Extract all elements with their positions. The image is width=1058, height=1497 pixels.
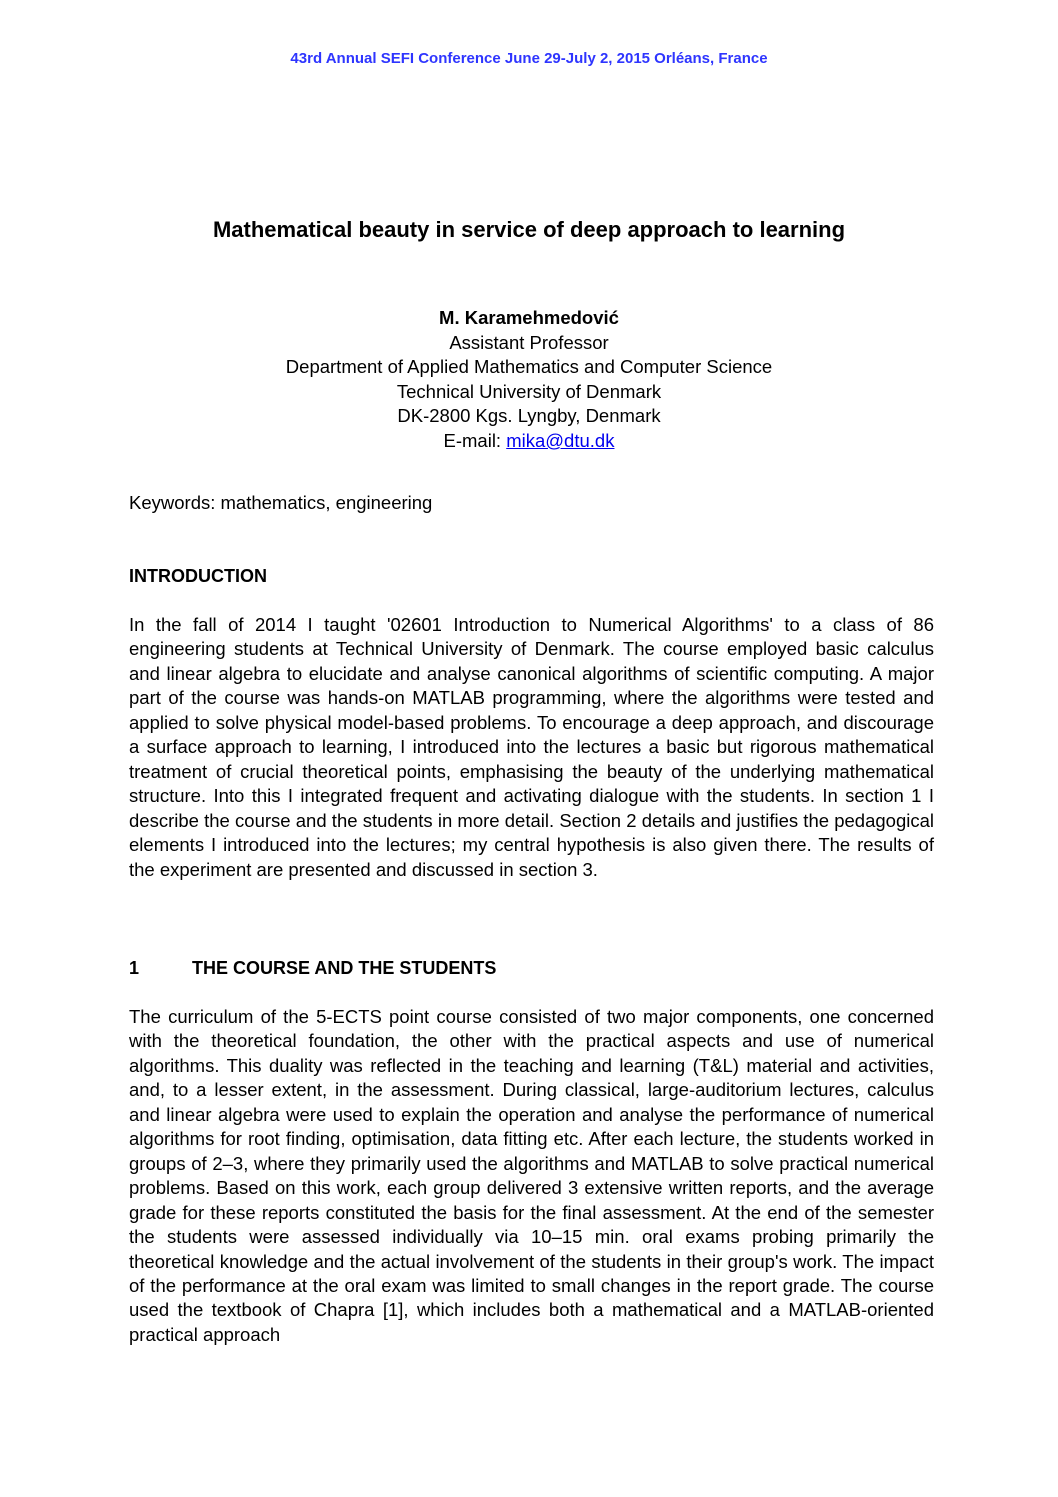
author-department: Department of Applied Mathematics and Computer Science	[285, 356, 773, 378]
author-name: M. Karamehmedović	[439, 307, 619, 328]
author-position: Assistant Professor	[449, 331, 609, 353]
section1-paragraph: The curriculum of the 5-ECTS point course consisted of two major components, one concerned with the theoretical foundation, the other with the practical aspects and use of numerical algorithms. This duality was reflected in the teaching and learning (T&L) material and activities, and, to a lesser extent, in the assessment. During classical, large-auditorium lectures, calculus and linear algebra were used to explain the operation and analyse the performance of numerical algorithms for root finding, optimisation, data fitting etc. After each lecture, the students worked in groups of 2–3, where they primarily used the algorithms and MATLAB to solve practical numerical problems. Based on this work, each group delivered 3 extensive written reports, and the average grade for these reports constituted the basis for the final assessment. At the end of the semester the students were assessed individually via 10–15 min. oral exams probing primarily the theoretical knowledge and the actual involvement of the students in their group's work. The impact of the performance at the oral exam was limited to small changes in the report grade. The course used the textbook of Chapra [1], which includes both a mathematical and a MATLAB-oriented practical approach	[129, 1006, 934, 1345]
section1-title: THE COURSE AND THE STUDENTS	[192, 958, 497, 978]
introduction-heading: INTRODUCTION	[129, 566, 267, 586]
email-label: E-mail:	[443, 429, 507, 451]
section1-number: 1	[129, 958, 140, 978]
email-link[interactable]: mika@dtu.dk	[506, 429, 615, 451]
author-address: DK-2800 Kgs. Lyngby, Denmark	[397, 405, 661, 427]
introduction-paragraph: In the fall of 2014 I taught '02601 Introduction to Numerical Algorithms' to a class of 86 engineering students at Technical University of Denmark. The course employed basic calculus and linear algebra to elucidate and analyse canonical algorithms of scientific computing. A major part of the course was hands-on MATLAB programming, where the algorithms were tested and applied to solve physical model-based problems. To encourage a deep approach, and discourage a surface approach to learning, I introduced into the lectures a basic but rigorous mathematical treatment of crucial theoretical points, emphasising the beauty of the underlying mathematical structure. Into this I integrated frequent and activating dialogue with the students. In section 1 I describe the course and the students in more detail. Section 2 details and justifies the pedagogical elements I introduced into the lectures; my central hypothesis is also given there. The results of the experiment are presented and discussed in section 3.	[129, 614, 934, 880]
author-block	[0, 306, 1058, 454]
section1-heading	[129, 958, 496, 979]
author-university: Technical University of Denmark	[396, 380, 662, 402]
running-header: 43rd Annual SEFI Conference June 29-July 2, 2015 Orléans, France	[290, 50, 768, 67]
author-email-line	[0, 429, 1058, 454]
keywords: Keywords: mathematics, engineering	[129, 492, 433, 513]
paper-title: Mathematical beauty in service of deep approach to learning	[212, 217, 846, 242]
